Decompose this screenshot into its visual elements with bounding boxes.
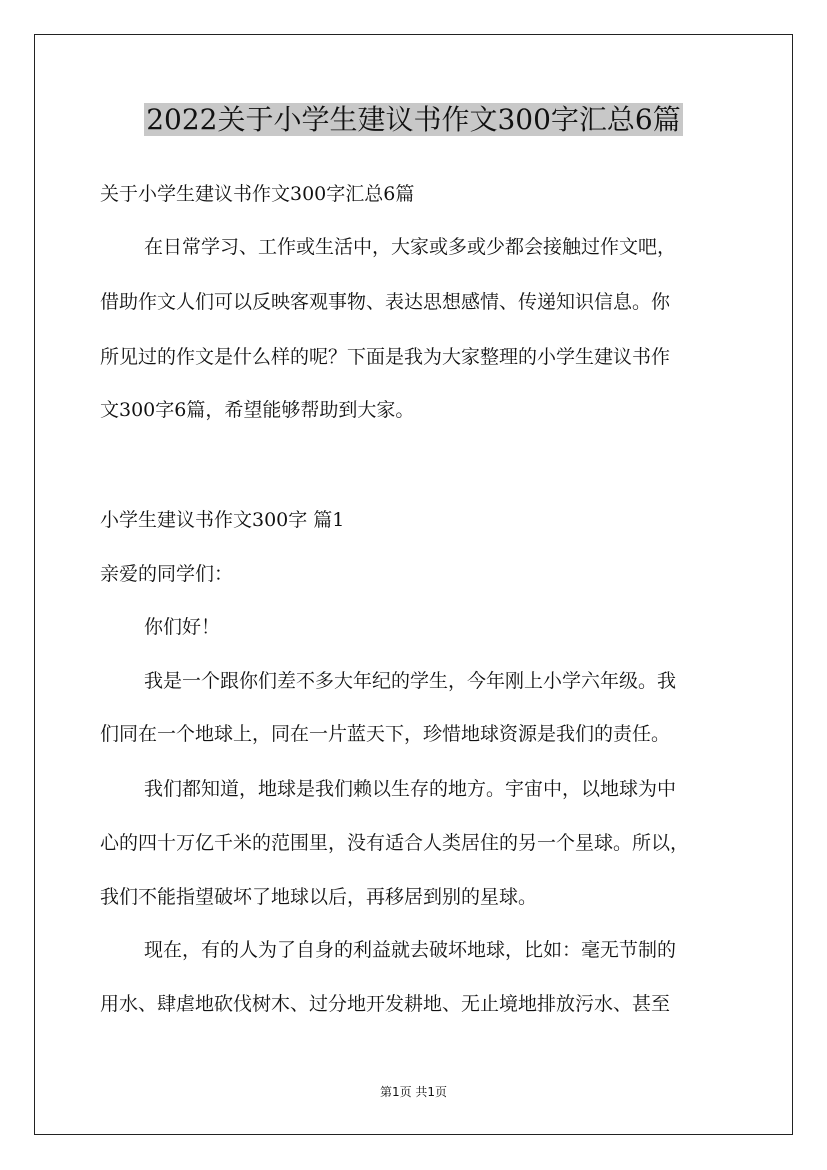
page-footer: 第1页 共1页 [379,1085,448,1099]
document-title-text: 2022关于小学生建议书作文300字汇总6篇 [146,103,681,136]
salutation: 亲爱的同学们： [100,563,234,585]
intro-line-2: 借助作文人们可以反映客观事物、表达思想感情、传递知识信息。你 [100,291,671,313]
document-subtitle: 关于小学生建议书作文300字汇总6篇 [100,183,415,205]
intro-line-4: 文300字6篇，希望能够帮助到大家。 [100,399,415,421]
document-title [0,100,827,140]
paragraph-2-line-2: 心的四十万亿千米的范围里，没有适合人类居住的另一个星球。所以， [100,832,690,854]
section-heading: 小学生建议书作文300字 篇1 [100,509,345,531]
paragraph-3-line-1: 现在，有的人为了自身的利益就去破坏地球，比如：毫无节制的 [144,939,677,961]
paragraph-2-line-3: 我们不能指望破坏了地球以后，再移居到别的星球。 [100,886,538,908]
intro-line-3: 所见过的作文是什么样的呢？下面是我为大家整理的小学生建议书作 [100,346,671,368]
intro-line-1: 在日常学习、工作或生活中，大家或多或少都会接触过作文吧， [144,236,677,258]
paragraph-3-line-2: 用水、肆虐地砍伐树木、过分地开发耕地、无止境地排放污水、甚至 [100,993,671,1015]
paragraph-1-line-1: 我是一个跟你们差不多大年纪的学生，今年刚上小学六年级。我 [144,670,677,692]
greeting: 你们好！ [144,616,221,638]
paragraph-2-line-1: 我们都知道，地球是我们赖以生存的地方。宇宙中，以地球为中 [144,778,677,800]
paragraph-1-line-2: 们同在一个地球上，同在一片蓝天下，珍惜地球资源是我们的责任。 [100,723,671,745]
